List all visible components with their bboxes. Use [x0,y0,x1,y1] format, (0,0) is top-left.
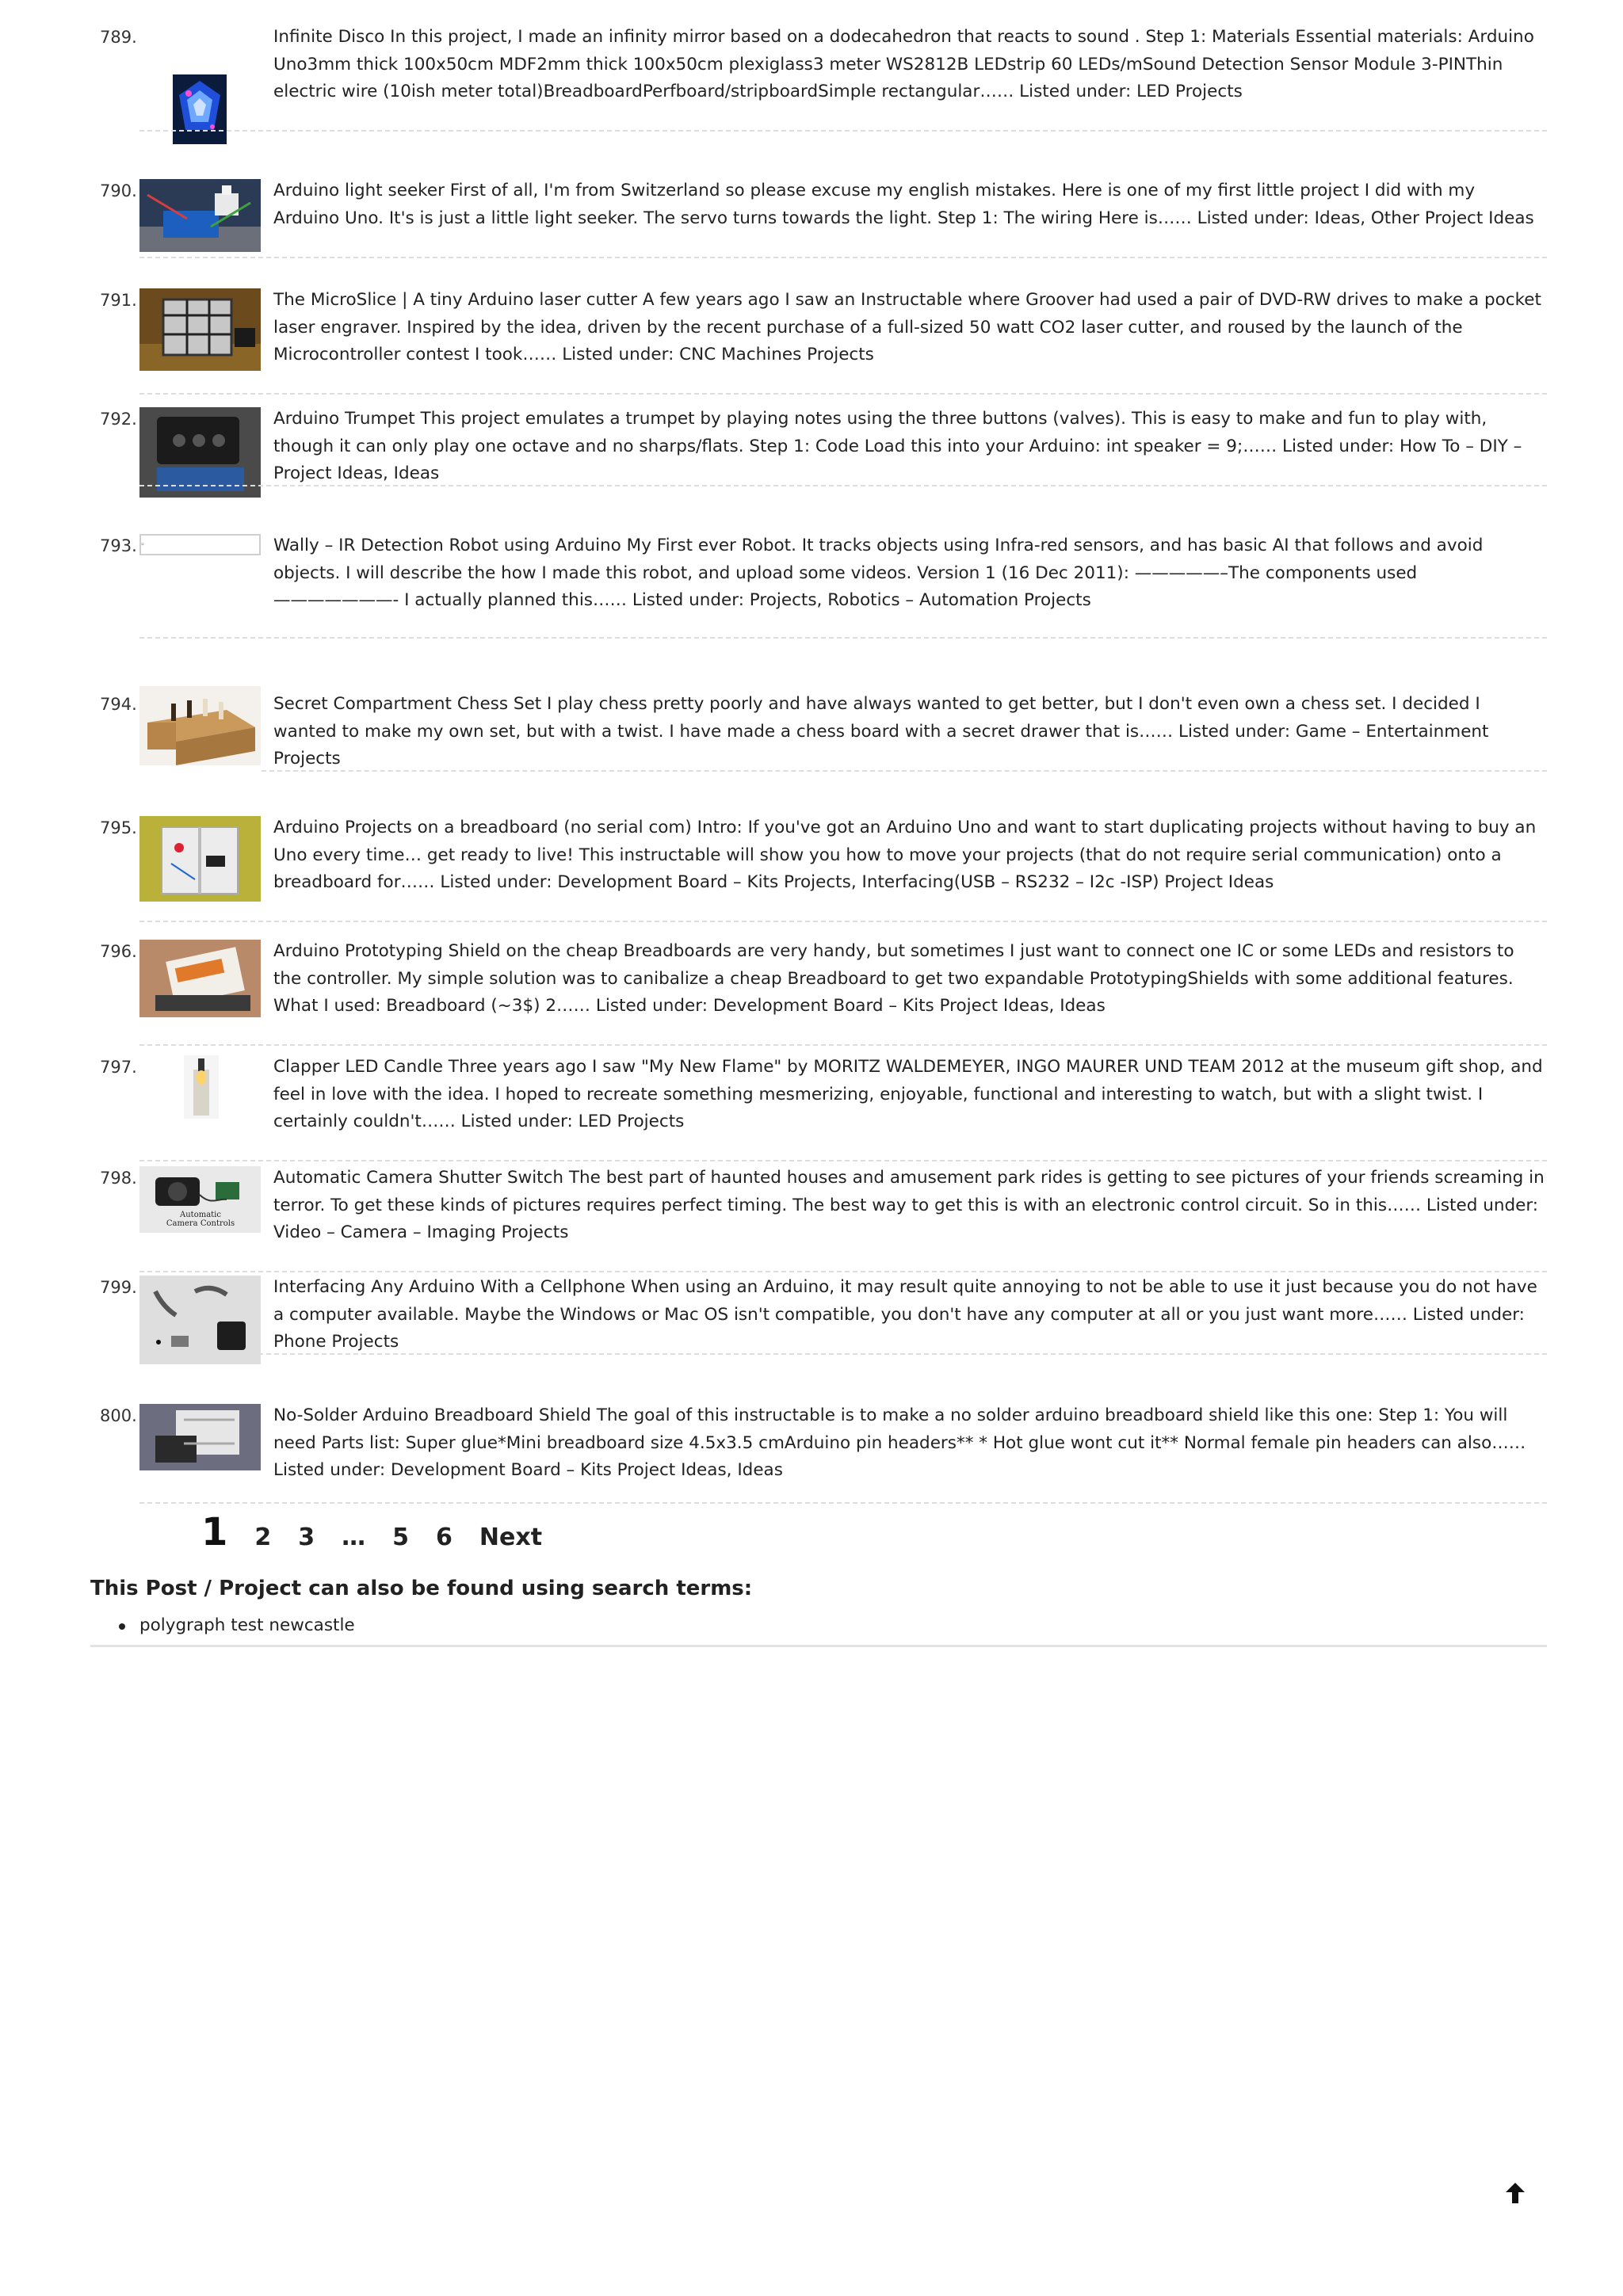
item-divider [139,637,1547,639]
item-description: Automatic Camera Shutter Switch The best part of haunted houses and amusement park rides is getting to see pictures of your friends screaming in terror. To get these kinds of pictures requires perfect timing. The best way to get this is with an electronic control circuit. So in this…… Listed under: Video – Camera – Imaging Projects [273,1168,1545,1242]
item-number: 796. [100,942,137,961]
thumb-caption: Automatic Camera Controls [166,1211,235,1228]
item-divider [139,485,1547,486]
item-description: The MicroSlice | A tiny Arduino laser cutter A few years ago I saw an Instructable where Groover had used a pair of DVD-RW drives to make a pocket laser engraver. Inspired by the idea, driven by the recent purchase of a full-sized 50 watt CO2 laser cutter, and roused by the launch of the Microcontroller contest I took…… Listed under: CNC Machines Projects [273,290,1541,364]
item-divider [139,393,1547,395]
trumpet-box-image[interactable] [139,407,261,498]
breadboard-shield-image[interactable] [139,1404,261,1470]
item-description: Secret Compartment Chess Set I play chess pretty poorly and have always wanted to get better, but I don't even own a chess set. I decided I wanted to make my own set, but with a twist. I have made a chess board with a secret drawer that is…… Listed under: Game – Entertainment Projects [273,694,1489,769]
item-divider [139,1160,1547,1161]
item-description: Arduino Trumpet This project emulates a trumpet by playing notes using the three buttons (valves). This is easy to make and fun to play with, though it can only play one octave and no sharps/flats. Step 1: Code Load this into your Arduino: int speaker = 9;…… Listed under: How To – DIY – Project Ideas, Ideas [273,409,1522,483]
item-divider [139,1271,1547,1272]
item-number: 800. [100,1406,137,1425]
search-term-item[interactable]: polygraph test newcastle [90,1613,1547,1638]
laser-cutter-image[interactable] [139,288,261,371]
item-number: 791. [100,291,137,310]
broken-image[interactable] [139,534,261,555]
arrow-up-icon[interactable] [1499,2177,1531,2209]
item-description: Arduino Prototyping Shield on the cheap Breadboards are very handy, but sometimes I just want to connect one IC or some LEDs and resistors to the controller. My simple solution was to canibalize a cheap Breadboard to get two expandable PrototypingShields with some additional features. What I used: Breadboard (~3$) 2…… Listed under: Development Board – Kits Project Ideas, Ideas [273,941,1514,1016]
item-divider [139,130,1547,132]
item-description: Interfacing Any Arduino With a Cellphone When using an Arduino, it may result quite annoying to not be able to use it just because you do not have a computer available. Maybe the Windows or Mac OS isn't compatible, you don't have any computer at all or you just want more…… Listed under: Phone Projects [273,1277,1537,1352]
item-divider [139,1353,1547,1355]
page-link-6[interactable]: 6 [436,1524,453,1551]
cellphone-image[interactable] [139,1276,261,1364]
search-terms-list [90,1613,1547,1647]
page-current: 1 [201,1510,228,1554]
item-description: Infinite Disco In this project, I made an infinity mirror based on a dodecahedron that reacts to sound . Step 1: Materials Essential materials: Arduino Uno3mm thick 100x50cm MDF2mm thick 100x50cm plexiglass3 meter WS2812B LEDstrip 60 LEDs/mSound Detection Sensor Module 3-PINThin electric wire (10ish meter total)BreadboardPerfboard/stripboardSimple rectangular…… Listed under: LED Projects [273,27,1534,101]
item-number: 790. [100,181,137,200]
chess-set-image[interactable] [139,686,261,765]
item-number: 792. [100,410,137,429]
item-description: Wally – IR Detection Robot using Arduino My First ever Robot. It tracks objects using Infra-red sensors, and has basic AI that follows and avoid objects. I will describe the how I made this robot, and upload some videos. Version 1 (16 Dec 2011): —————–The components used ———————- I actually planned this…… Listed under: Projects, Robotics – Automation Projects [273,536,1484,610]
item-number: 798. [100,1169,137,1188]
item-number: 789. [100,28,137,47]
pagination [201,1510,542,1558]
page-ellipsis: … [342,1524,366,1551]
item-divider [139,257,1547,258]
item-description: Arduino light seeker First of all, I'm from Switzerland so please excuse my english mistakes. Here is one of my first little project I did with my Arduino Uno. It's is just a little light seeker. The servo turns towards the light. Step 1: The wiring Here is…… Listed under: Ideas, Other Project Ideas [273,181,1534,228]
item-number: 797. [100,1058,137,1077]
next-page-link[interactable]: Next [479,1524,543,1551]
page-link-3[interactable]: 3 [298,1524,315,1551]
item-number: 795. [100,818,137,837]
dodecahedron-image[interactable] [173,74,227,144]
light-seeker-image[interactable] [139,179,261,252]
item-description: No-Solder Arduino Breadboard Shield The goal of this instructable is to make a no solder arduino breadboard shield like this one: Step 1: You will need Parts list: Super glue*Mini breadboard size 4.5x3.5 cmArduino pin headers** * Hot glue wont cut it** Normal female pin headers can also…… Listed under: Development Board – Kits Project Ideas, Ideas [273,1405,1526,1480]
item-description: Clapper LED Candle Three years ago I saw "My New Flame" by MORITZ WALDEMEYER, INGO MAURER UND TEAM 2012 at the museum gift shop, and feel in love with the idea. I hoped to recreate something mesmerizing, enjoyable, functional and interesting to watch, but with a slight twist. I certainly couldn't…… Listed under: LED Projects [273,1057,1543,1131]
led-candle-image[interactable] [184,1055,219,1119]
search-terms-heading: This Post / Project can also be found using search terms: [90,1577,753,1600]
item-description: Arduino Projects on a breadboard (no serial com) Intro: If you've got an Arduino Uno and want to start duplicating projects without having to buy an Uno every time… get ready to live! This instructable will show you how to move your projects (that do not require serial communication) onto a breadboard for…… Listed under: Development Board – Kits Projects, Interfacing(USB – RS232 – I2c -ISP) Project Ideas [273,818,1537,892]
item-divider [139,1502,1547,1504]
proto-shield-image[interactable] [139,940,261,1017]
breadboard-image[interactable] [139,816,261,902]
item-divider [139,1044,1547,1046]
item-number: 794. [100,695,137,714]
item-number: 793. [100,536,137,555]
item-number: 799. [100,1278,137,1297]
item-divider [139,921,1547,922]
page-link-5[interactable]: 5 [392,1524,410,1551]
item-divider [262,770,1547,772]
page-link-2[interactable]: 2 [254,1524,272,1551]
